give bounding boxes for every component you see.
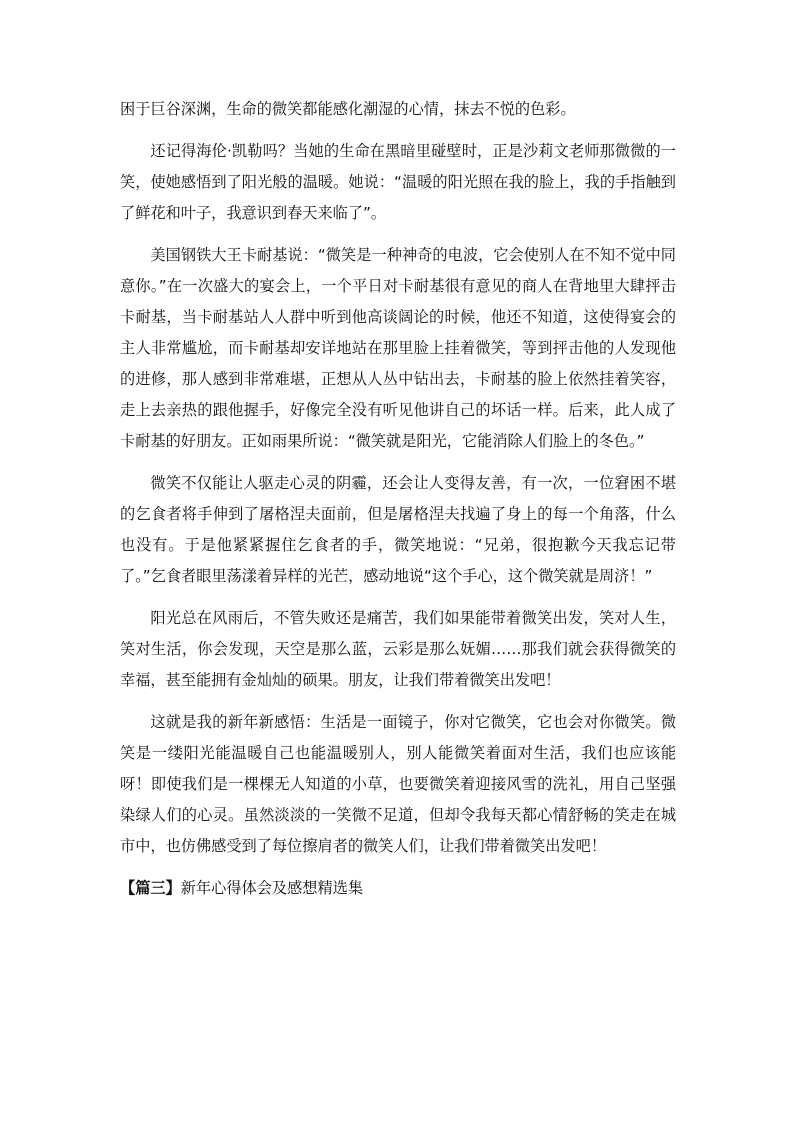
paragraph-4: 微笑不仅能让人驱走心灵的阴霾，还会让人变得友善，有一次，一位窘困不堪的乞食者将手伸到了屠格涅夫面前，但是屠格涅夫找遍了身上的每一个角落，什么也没有。于是他紧紧握住乞食者的手，微笑地说：“兄弟，很抱歉今天我忘记带了。”乞食者眼里荡漾着异样的光芒，感动地说“这个手心，这个微笑就是周济！” xyxy=(120,474,676,585)
paragraph-5: 阳光总在风雨后，不管失败还是痛苦，我们如果能带着微笑出发，笑对人生，笑对生活，你会发现，天空是那么蓝，云彩是那么妩媚……那我们就会获得微笑的幸福，甚至能拥有金灿灿的硕果。朋友，让我们带着微笑出发吧！ xyxy=(120,609,676,689)
section-title: 新年心得体会及感想精选集 xyxy=(180,879,363,897)
paragraph-6: 这就是我的新年新感悟：生活是一面镜子，你对它微笑，它也会对你微笑。微笑是一缕阳光能温暖自己也能温暖别人，别人能微笑着面对生活，我们也应该能呀！即使我们是一棵棵无人知道的小草，也要微笑着迎接风雪的洗礼，用自己坚强染绿人们的心灵。虽然淡淡的一笑微不足道，但却令我每天都心情舒畅的笑走在城市中，也仿佛感受到了每位擦肩者的微笑人们，让我们带着微笑出发吧！ xyxy=(120,713,676,855)
paragraph-3: 美国钢铁大王卡耐基说：“微笑是一种神奇的电波，它会使别人在不知不觉中同意你。”在一次盛大的宴会上，一个平日对卡耐基很有意见的商人在背地里大肆抨击卡耐基，当卡耐基站人人群中听到他高谈阔论的时候，他还不知道，这使得宴会的主人非常尴尬，而卡耐基却安详地站在那里脸上挂着微笑，等到抨击他的人发现他的进修，那人感到非常难堪，正想从人丛中钻出去，卡耐基的脸上依然挂着笑容，走上去亲热的跟他握手，好像完全没有听见他讲自己的坏话一样。后来，此人成了卡耐基的好朋友。正如雨果所说：“微笑就是阳光，它能消除人们脸上的冬色。” xyxy=(120,246,676,450)
document-body xyxy=(120,94,676,904)
paragraph-2: 还记得海伦·凯勒吗？当她的生命在黑暗里碰壁时，正是沙莉文老师那微微的一笑，使她感悟到了阳光般的温暖。她说：“温暖的阳光照在我的脸上，我的手指触到了鲜花和叶子，我意识到春天来临了”。 xyxy=(120,142,676,222)
section-label: 【篇三】 xyxy=(120,879,181,897)
section-heading xyxy=(120,873,676,904)
paragraph-1: 困于巨谷深渊，生命的微笑都能感化潮湿的心情，抹去不悦的色彩。 xyxy=(120,100,576,118)
